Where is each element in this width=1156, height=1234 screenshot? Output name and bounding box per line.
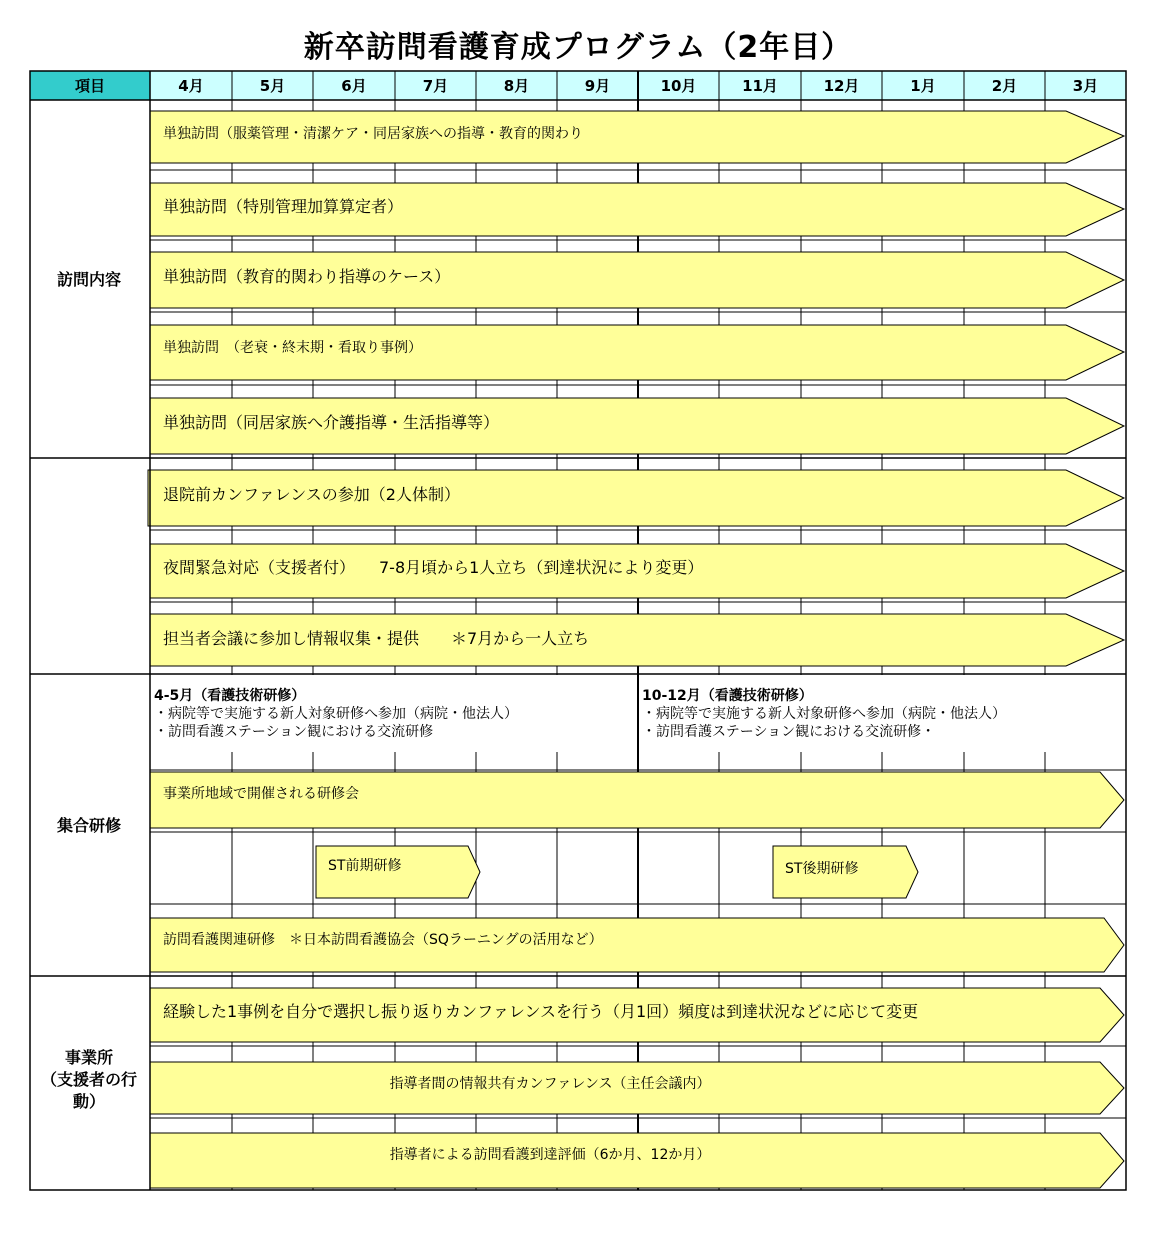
month-apr: 4月 <box>178 77 204 95</box>
month-jul: 7月 <box>422 77 449 95</box>
row-st1-label: ST前期研修 <box>328 858 402 874</box>
training-note-second-line2: ・訪問看護ステーション観における交流研修・ <box>642 724 936 740</box>
month-dec: 12月 <box>823 77 860 95</box>
month-mar: 3月 <box>1072 77 1099 95</box>
row-other2-label: 夜間緊急対応（支援者付） 7-8月頃から1人立ち（到達状況により変更） <box>163 558 704 577</box>
month-feb: 2月 <box>991 77 1018 95</box>
row-train-assoc-label: 訪問看護関連研修 ＊日本訪問看護協会（SQラーニングの活用など） <box>163 932 603 948</box>
category-office: 事業所 （支援者の行動） <box>40 1048 137 1111</box>
row-visit5-label: 単独訪問（同居家族へ介護指導・生活指導等） <box>163 413 500 432</box>
row-visit4-label: 単独訪問 （老衰・終末期・看取り事例） <box>163 340 422 356</box>
training-note-first <box>154 687 518 741</box>
row-st2-label: ST後期研修 <box>785 861 859 877</box>
month-nov: 11月 <box>742 77 778 95</box>
month-may: 5月 <box>259 77 286 95</box>
row-office3-label: 指導者による訪問看護到達評価（6か月、12か月） <box>389 1147 711 1163</box>
category-training: 集合研修 <box>56 815 121 835</box>
row-office1-label: 経験した1事例を自分で選択し振り返りカンファレンスを行う（月1回）頻度は到達状況などに応じて変更 <box>163 1002 919 1021</box>
training-note-second-heading: 10-12月（看護技術研修） <box>642 688 813 704</box>
row-visit3-label: 単独訪問（教育的関わり指導のケース） <box>163 267 451 286</box>
training-note-first-line1: ・病院等で実施する新人対象研修へ参加（病院・他法人） <box>154 706 518 722</box>
row-visit1-label: 単独訪問（服薬管理・清潔ケア・同居家族への指導・教育的関わり <box>163 126 583 142</box>
header-item-label: 項目 <box>74 77 105 95</box>
row-other1-label: 退院前カンファレンスの参加（2人体制） <box>163 485 460 504</box>
row-train-study-label: 事業所地域で開催される研修会 <box>163 786 359 802</box>
row-office2-label: 指導者間の情報共有カンファレンス（主任会議内） <box>389 1076 711 1092</box>
month-jun: 6月 <box>341 77 367 95</box>
category-visit: 訪問内容 <box>56 269 121 289</box>
page-title: 新卒訪問看護育成プログラム（2年目） <box>303 30 853 65</box>
training-note-second-line1: ・病院等で実施する新人対象研修へ参加（病院・他法人） <box>642 706 1006 722</box>
training-note-first-line2: ・訪問看護ステーション観における交流研修 <box>154 724 434 740</box>
training-note-second <box>642 687 1006 741</box>
month-aug: 8月 <box>503 77 530 95</box>
month-sep: 9月 <box>584 77 611 95</box>
row-other3-label: 担当者会議に参加し情報収集・提供 ＊7月から一人立ち <box>163 629 590 648</box>
month-oct: 10月 <box>660 77 697 95</box>
training-note-first-heading: 4-5月（看護技術研修） <box>154 688 306 704</box>
month-jan: 1月 <box>910 77 936 95</box>
row-visit2-label: 単独訪問（特別管理加算算定者） <box>163 197 404 216</box>
